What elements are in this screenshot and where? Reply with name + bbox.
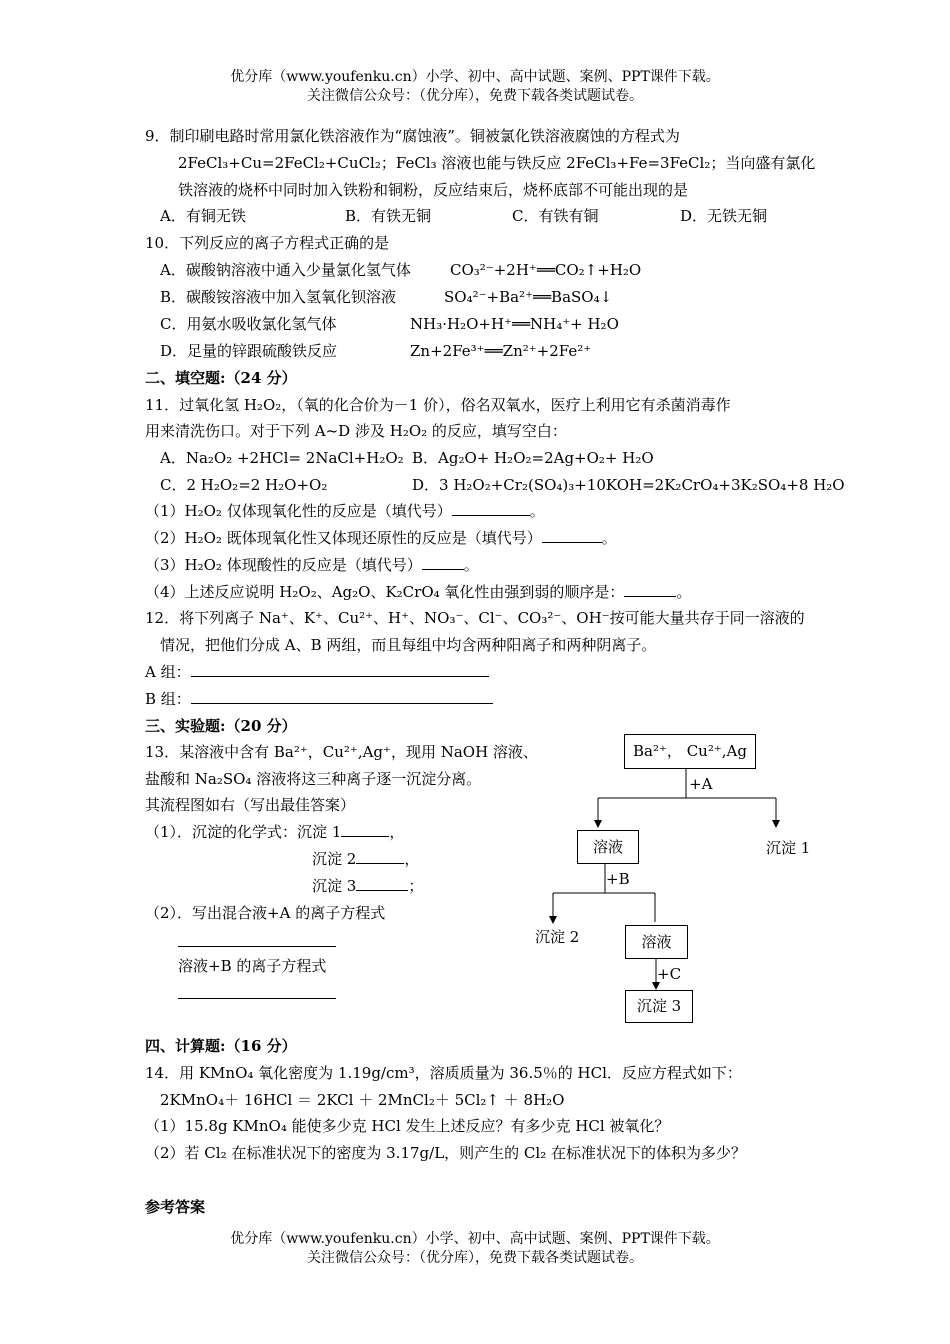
header-line-1: 优分库（www.youfenku.cn）小学、初中、高中试题、案例、PPT课件下载。 xyxy=(230,69,720,85)
q11-part-2: （2）H₂O₂ 既体现氧化性又体现还原性的反应是（填代号） 。 xyxy=(145,529,617,547)
q10-option-a-equation: CO₃²⁻+2H⁺══CO₂↑+H₂O xyxy=(450,261,642,279)
q14-part-2: （2）若 Cl₂ 在标准状况下的密度为 3.17g/L，则产生的 Cl₂ 在标准状况下的体积为多少？ xyxy=(145,1144,746,1162)
q14-equation: 2KMnO₄＋ 16HCl ＝ 2KCl ＋ 2MnCl₂＋ 5Cl₂↑ ＋ 8H₂O xyxy=(160,1091,565,1109)
q12-group-b: B 组： xyxy=(145,689,493,709)
q13-stem-1: 13．某溶液中含有 Ba²⁺，Cu²⁺,Ag⁺，现用 NaOH 溶液、 xyxy=(145,743,538,761)
header-line-2: 关注微信公众号：（优分库），免费下载各类试题试卷。 xyxy=(307,88,643,104)
q10-option-d-text: D．足量的锌跟硫酸铁反应 xyxy=(160,342,338,360)
flow-step-b: +B xyxy=(606,870,630,888)
flow-precip-2: 沉淀 2 xyxy=(535,928,580,946)
q11-stem-2: 用来清洗伤口。对于下列 A~D 涉及 H₂O₂ 的反应，填写空白： xyxy=(145,422,567,440)
q11-part-4: （4）上述反应说明 H₂O₂、Ag₂O、K₂CrO₄ 氧化性由强到弱的顺序是： 。 xyxy=(145,583,692,601)
flow-solution-2-box: 溶液 xyxy=(625,925,688,959)
footer-line-1: 优分库（www.youfenku.cn）小学、初中、高中试题、案例、PPT课件下载。 xyxy=(230,1231,720,1247)
flow-solution-1-box: 溶液 xyxy=(577,830,639,864)
q12-stem-2: 情况，把他们分成 A、B 两组，而且每组中均含两种阳离子和两种阴离子。 xyxy=(160,636,657,654)
q10-option-b-text: B．碳酸铵溶液中加入氢氧化钡溶液 xyxy=(160,288,397,306)
q11-option-a: A．Na₂O₂ +2HCl= 2NaCl+H₂O₂ xyxy=(160,449,404,467)
q9-option-c: C．有铁有铜 xyxy=(512,207,599,225)
q14-part-1: （1）15.8g KMnO₄ 能使多少克 HCl 发生上述反应？有多少克 HCl 被氧化？ xyxy=(145,1117,670,1135)
q11-stem-1: 11．过氧化氢 H₂O₂，（氧的化合价为－1 价），俗名双氧水，医疗上利用它有杀菌消毒作 xyxy=(145,396,731,414)
q13-stem-2: 盐酸和 Na₂SO₄ 溶液将这三种离子逐一沉淀分离。 xyxy=(145,770,482,788)
q9-option-d: D．无铁无铜 xyxy=(680,207,768,225)
flow-precip-3-box: 沉淀 3 xyxy=(625,990,693,1023)
q9-stem-2: 2FeCl₃+Cu=2FeCl₂+CuCl₂；FeCl₃ 溶液也能与铁反应 2FeCl₃+Fe=3FeCl₂；当向盛有氯化 xyxy=(178,154,816,172)
flow-start-box: Ba²⁺， Cu²⁺,Ag xyxy=(624,734,756,769)
flow-precip-1: 沉淀 1 xyxy=(766,839,811,857)
section-4-title: 四、计算题:（16 分） xyxy=(145,1037,297,1055)
q10-option-a-text: A．碳酸钠溶液中通入少量氯化氢气体 xyxy=(160,261,411,279)
q13-part-2b: 溶液+B 的离子方程式 xyxy=(178,957,327,975)
q11-option-b: B．Ag₂O+ H₂O₂=2Ag+O₂+ H₂O xyxy=(412,449,654,467)
q9-stem-1: 9．制印刷电路时常用氯化铁溶液作为“腐蚀液”。铜被氯化铁溶液腐蚀的方程式为 xyxy=(145,127,680,145)
q10-option-c-text: C．用氨水吸收氯化氢气体 xyxy=(160,315,337,333)
flow-step-a: +A xyxy=(689,775,713,793)
section-2-title: 二、填空题:（24 分） xyxy=(145,369,297,387)
q12-group-a: A 组： xyxy=(145,662,489,682)
answers-title: 参考答案 xyxy=(145,1198,206,1216)
q13-stem-3: 其流程图如右（写出最佳答案） xyxy=(145,796,356,814)
q13-part-1b: 沉淀 2 ， xyxy=(312,850,420,868)
q11-part-1: （1）H₂O₂ 仅体现氧化性的反应是（填代号） 。 xyxy=(145,502,545,520)
q13-part-1: （1）．沉淀的化学式：沉淀 1 ， xyxy=(145,823,405,841)
q14-stem: 14．用 KMnO₄ 氧化密度为 1.19g/cm³，溶质质量为 36.5％的 HCl．反应方程式如下： xyxy=(145,1064,742,1082)
q11-option-c: C．2 H₂O₂=2 H₂O+O₂ xyxy=(160,476,328,494)
q10-stem: 10．下列反应的离子方程式正确的是 xyxy=(145,234,390,252)
q9-option-a: A．有铜无铁 xyxy=(160,207,246,225)
q10-option-d-equation: Zn+2Fe³⁺══Zn²⁺+2Fe²⁺ xyxy=(410,342,592,360)
q13-part-1c: 沉淀 3 ； xyxy=(312,877,424,895)
q9-stem-3: 铁溶液的烧杯中同时加入铁粉和铜粉，反应结束后，烧杯底部不可能出现的是 xyxy=(178,181,689,199)
q13-part-2: （2）．写出混合液+A 的离子方程式 xyxy=(145,904,386,922)
flow-step-c: +C xyxy=(657,965,682,983)
q11-option-d: D．3 H₂O₂+Cr₂(SO₄)₃+10KOH=2K₂CrO₄+3K₂SO₄+8 H₂O xyxy=(412,476,845,494)
q12-stem-1: 12．将下列离子 Na⁺、K⁺、Cu²⁺、H⁺、NO₃⁻、Cl⁻、CO₃²⁻、OH⁻按可能大量共存于同一溶液的 xyxy=(145,609,805,627)
q10-option-c-equation: NH₃·H₂O+H⁺══NH₄⁺+ H₂O xyxy=(410,315,619,333)
q9-option-b: B．有铁无铜 xyxy=(345,207,432,225)
q11-part-3: （3）H₂O₂ 体现酸性的反应是（填代号） 。 xyxy=(145,556,479,574)
section-3-title: 三、实验题:（20 分） xyxy=(145,717,297,735)
q10-option-b-equation: SO₄²⁻+Ba²⁺══BaSO₄↓ xyxy=(444,288,613,306)
footer-line-2: 关注微信公众号：（优分库），免费下载各类试题试卷。 xyxy=(307,1250,643,1266)
